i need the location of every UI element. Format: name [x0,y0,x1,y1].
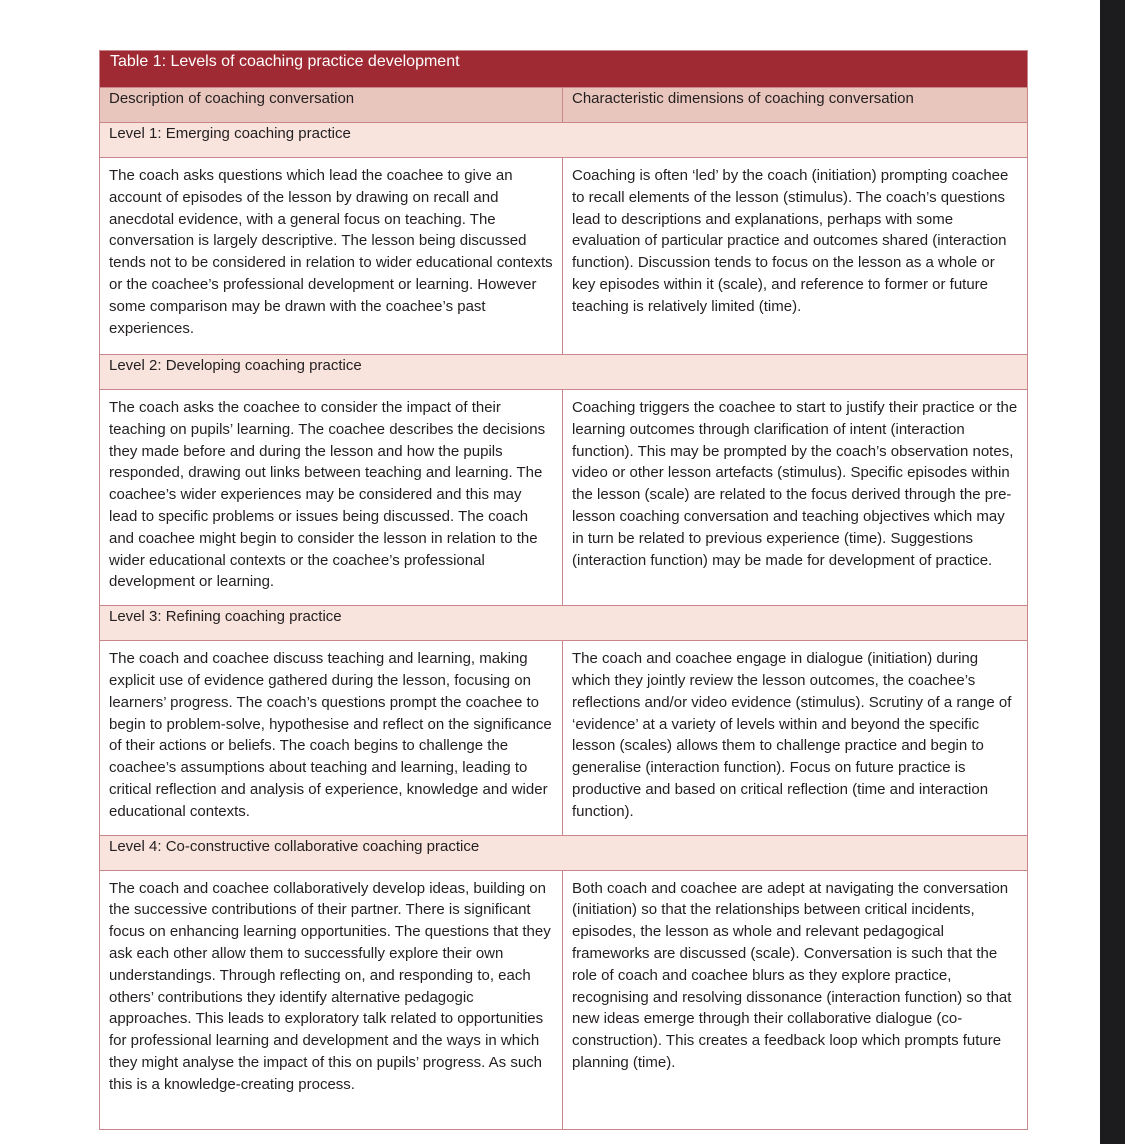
table-title-row [100,51,1028,88]
column-header-dimensions: Characteristic dimensions of coaching conversation [563,88,1028,123]
level-3-label: Level 3: Refining coaching practice [100,606,1028,641]
level-3-row [100,606,1028,641]
level-4-label: Level 4: Co-constructive collaborative coaching practice [100,835,1028,870]
level-1-description: The coach asks questions which lead the coachee to give an account of episodes of the lesson by drawing on recall and anecdotal evidence, with a general focus on teaching. The conversation is largely descriptive. The lesson being discussed tends not to be considered in relation to wider educational contexts or the coachee’s professional development or learning. However some comparison may be drawn with the coachee’s past experiences. [100,158,563,355]
table-header-row [100,88,1028,123]
level-2-description: The coach asks the coachee to consider the impact of their teaching on pupils’ learning. The coachee describes the decisions they made before and during the lesson and how the pupils responded, drawing out links between teaching and learning. The coachee’s wider experiences may be considered and this may lead to specific problems or issues being discussed. The coach and coachee might begin to consider the lesson in relation to the wider educational contexts or the coachee’s professional development or learning. [100,390,563,606]
level-4-row [100,835,1028,870]
level-1-label: Level 1: Emerging coaching practice [100,123,1028,158]
level-3-content-row [100,641,1028,835]
viewer-edge [1100,0,1125,1144]
coaching-levels-table [99,50,1028,1130]
level-1-content-row [100,158,1028,355]
level-2-label: Level 2: Developing coaching practice [100,355,1028,390]
level-2-content-row [100,390,1028,606]
level-4-dimensions: Both coach and coachee are adept at navigating the conversation (initiation) so that the relationships between critical incidents, episodes, the lesson as whole and relevant pedagogical frameworks are discussed (scale). Conversation is such that the role of coach and coachee blurs as they explore practice, recognising and resolving dissonance (interaction function) so that new ideas emerge through their collaborative dialogue (co-construction). This creates a feedback loop which prompts future planning (time). [563,870,1028,1129]
column-header-description: Description of coaching conversation [100,88,563,123]
level-1-row [100,123,1028,158]
table-title: Table 1: Levels of coaching practice development [100,51,1028,88]
level-4-description: The coach and coachee collaboratively develop ideas, building on the successive contributions of their partner. There is significant focus on enhancing learning opportunities. The questions that they ask each other allow them to successfully explore their own understandings. Through reflecting on, and responding to, each others’ contributions they identify alternative pedagogic approaches. This leads to exploratory talk related to opportunities for professional learning and development and the ways in which they might analyse the impact of this on pupils’ progress. As such this is a knowledge-creating process. [100,870,563,1129]
level-3-description: The coach and coachee discuss teaching and learning, making explicit use of evidence gathered during the lesson, focusing on learners’ progress. The coach’s questions prompt the coachee to begin to problem-solve, hypothesise and reflect on the significance of their actions or beliefs. The coach begins to challenge the coachee’s assumptions about teaching and learning, leading to critical reflection and analysis of experience, knowledge and wider educational contexts. [100,641,563,835]
level-1-dimensions: Coaching is often ‘led’ by the coach (initiation) prompting coachee to recall elements of the lesson (stimulus). The coach’s questions lead to descriptions and explanations, perhaps with some evaluation of particular practice and outcomes shared (interaction function). Discussion tends to focus on the lesson as a whole or key episodes within it (scale), and reference to former or future teaching is relatively limited (time). [563,158,1028,355]
level-3-dimensions: The coach and coachee engage in dialogue (initiation) during which they jointly review the lesson outcomes, the coachee’s reflections and/or video evidence (stimulus). Scrutiny of a range of ‘evidence’ at a variety of levels within and beyond the specific lesson (scales) allows them to challenge practice and begin to generalise (interaction function). Focus on future practice is productive and based on critical reflection (time and interaction function). [563,641,1028,835]
level-4-content-row [100,870,1028,1129]
level-2-row [100,355,1028,390]
level-2-dimensions: Coaching triggers the coachee to start to justify their practice or the learning outcomes through clarification of intent (interaction function). This may be prompted by the coach’s observation notes, video or other lesson artefacts (stimulus). Specific episodes within the lesson (scale) are related to the focus derived through the pre-lesson coaching conversation and teaching objectives which may in turn be related to previous experience (time). Suggestions (interaction function) may be made for development of practice. [563,390,1028,606]
